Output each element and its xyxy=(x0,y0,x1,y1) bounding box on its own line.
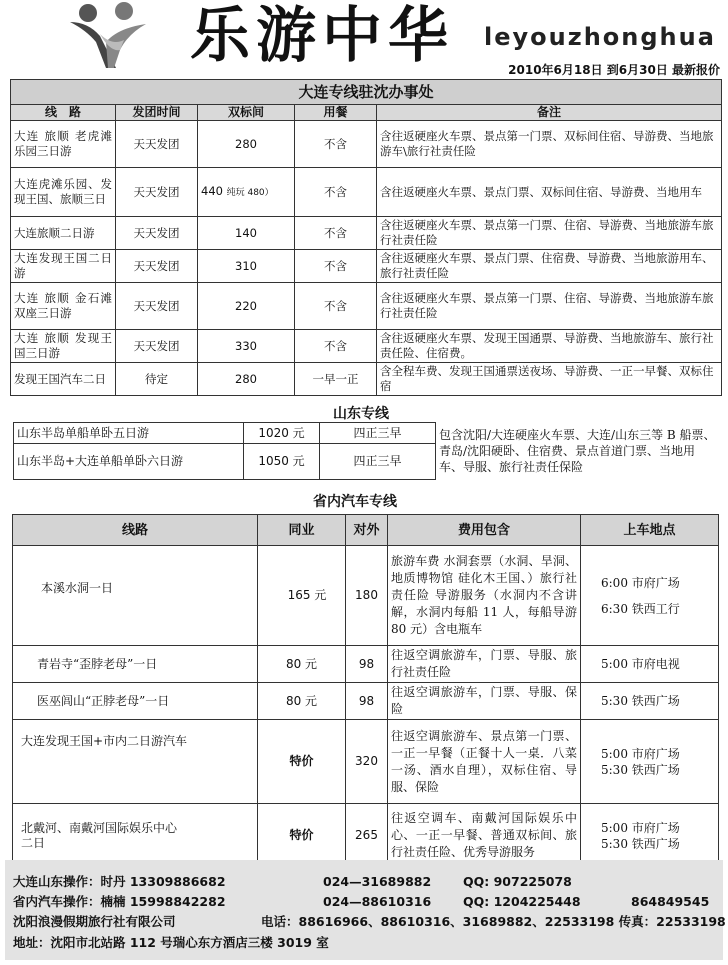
dalian-title: 大连专线驻沈办事处 xyxy=(11,80,722,105)
schedule-cell: 天天发团 xyxy=(116,330,198,363)
table-row xyxy=(13,804,719,868)
pickup-line: 5:30 铁西广场 xyxy=(601,694,680,708)
fee-cell: 旅游车费 水洞套票（水洞、旱洞、地质博物馆 硅化木王国、）旅行社责任险 导游服务（水洞内不含讲解，水洞内每船 11 人，每船导游 80 元）含电瓶车 xyxy=(388,546,581,646)
fee-cell: 往返空调车、南戴河国际娱乐中心、一正一早餐、普通双标间、旅行社责任险、优秀导游服务 xyxy=(388,804,581,868)
col-header-schedule: 发团时间 xyxy=(116,105,198,121)
route-cell: 大连旅顺二日游 xyxy=(11,217,116,250)
company-name: 沈阳浪漫假期旅行社有限公司 xyxy=(13,914,176,929)
meal-cell: 不含 xyxy=(295,168,377,217)
table-row xyxy=(11,168,722,217)
col-header-price: 双标间 xyxy=(198,105,295,121)
price-cell: 1050 元 xyxy=(244,444,320,480)
route-cell: 青岩寺“歪脖老母”一日 xyxy=(13,646,258,683)
footer-row-company xyxy=(13,912,726,932)
price-cell: 1020 元 xyxy=(244,423,320,444)
table-row xyxy=(13,720,719,804)
retail-price-cell: 98 xyxy=(346,646,388,683)
retail-price-cell: 265 xyxy=(346,804,388,868)
pickup-cell xyxy=(581,683,719,720)
company-phones: 电话：88616966、88610316、31689882、22533198 传真：22533198 xyxy=(261,914,726,929)
meal-cell: 不含 xyxy=(295,330,377,363)
meal-cell: 不含 xyxy=(295,121,377,168)
pickup-line: 6:30 铁西工行 xyxy=(601,601,680,616)
footer-row-dalian-shandong xyxy=(13,872,713,892)
table-row xyxy=(14,423,720,444)
retail-price-cell: 320 xyxy=(346,720,388,804)
trade-price-cell: 特价 xyxy=(258,720,346,804)
table-row xyxy=(13,646,719,683)
pickup-line: 5:00 市府电视 xyxy=(601,657,680,671)
fee-cell: 往返空调旅游车，门票、导服、旅行社责任险 xyxy=(388,646,581,683)
province-title: 省内汽车专线 xyxy=(313,494,397,510)
pickup-line: 5:30 铁西广场 xyxy=(601,836,680,851)
schedule-cell: 天天发团 xyxy=(116,283,198,330)
price-cell xyxy=(198,168,295,217)
shandong-table xyxy=(13,422,719,480)
meal-cell: 四正三早 xyxy=(320,444,436,480)
price-date-line: 2010年6月18日 到6月30日 最新报价 xyxy=(508,63,720,77)
remark-cell: 含往返硬座火车票、景点第一门票、双标间住宿、导游费、当地旅游车\旅行社责任险 xyxy=(377,121,722,168)
phone-province: 024—88610316 xyxy=(323,894,432,909)
qq-province-2: 864849545 xyxy=(631,894,710,909)
fee-cell: 往返空调旅游车、景点第一门票、一正一早餐（正餐十人一桌．八菜一汤、酒水自理），双标住宿、导服、保险 xyxy=(388,720,581,804)
remark-cell: 含全程车费、发现王国通票送夜场、导游费、一正一早餐、双标住宿 xyxy=(377,363,722,396)
qq-dalian-shandong: QQ: 907225078 xyxy=(463,874,572,889)
pickup-line: 5:30 铁西广场 xyxy=(601,762,680,777)
operator-dalian-shandong: 大连山东操作：时丹 13309886682 xyxy=(13,874,226,889)
table-row xyxy=(11,250,722,283)
route-cell: 大连 旅顺 金石滩双座三日游 xyxy=(11,283,116,330)
schedule-cell: 待定 xyxy=(116,363,198,396)
page-header xyxy=(0,0,728,80)
price-cell: 220 xyxy=(198,283,295,330)
remark-cell: 含往返硬座火车票、发现王国通票、导游费、当地旅游车、旅行社责任险、住宿费。 xyxy=(377,330,722,363)
pickup-cell xyxy=(581,546,719,646)
meal-cell: 一早一正 xyxy=(295,363,377,396)
schedule-cell: 天天发团 xyxy=(116,121,198,168)
price-note: 纯玩 480） xyxy=(226,187,274,198)
col-header-route: 线 路 xyxy=(11,105,116,121)
table-row xyxy=(13,546,719,646)
pickup-line: 5:00 市府广场 xyxy=(601,820,680,835)
phone-dalian-shandong: 024—31689882 xyxy=(323,874,432,889)
schedule-cell: 天天发团 xyxy=(116,250,198,283)
route-cell: 山东半岛单船单卧五日游 xyxy=(14,423,244,444)
table-row xyxy=(11,330,722,363)
pickup-cell xyxy=(581,646,719,683)
trade-price-cell: 80 元 xyxy=(258,646,346,683)
col-header-retail-price: 对外 xyxy=(346,515,388,546)
col-header-meal: 用餐 xyxy=(295,105,377,121)
table-row xyxy=(11,121,722,168)
remark-cell: 含往返硬座火车票、景点门票、双标间住宿、导游费、当地用车 xyxy=(377,168,722,217)
route-cell: 大连 旅顺 老虎滩乐园三日游 xyxy=(11,121,116,168)
retail-price-cell: 98 xyxy=(346,683,388,720)
contact-footer xyxy=(5,860,726,960)
price-cell: 330 xyxy=(198,330,295,363)
remark-cell: 含往返硬座火车票、景点第一门票、住宿、导游费、当地旅游车旅行社责任险 xyxy=(377,217,722,250)
col-header-route: 线路 xyxy=(13,515,258,546)
operator-province: 省内汽车操作：楠楠 15998842282 xyxy=(13,894,226,909)
route-cell: 大连发现王国二日游 xyxy=(11,250,116,283)
brand-name-chinese: 乐游中华 xyxy=(190,1,454,71)
pickup-cell xyxy=(581,804,719,868)
price-cell: 280 xyxy=(198,363,295,396)
schedule-cell: 天天发团 xyxy=(116,217,198,250)
price-value: 440 xyxy=(201,183,223,198)
pickup-line: 5:00 市府广场 xyxy=(601,746,680,761)
remark-cell: 含往返硬座火车票、景点门票、住宿费、导游费、当地旅游用车、旅行社责任险 xyxy=(377,250,722,283)
col-header-trade-price: 同业 xyxy=(258,515,346,546)
logo-icon xyxy=(66,2,162,72)
meal-cell: 四正三早 xyxy=(320,423,436,444)
price-cell: 140 xyxy=(198,217,295,250)
col-header-pickup: 上车地点 xyxy=(581,515,719,546)
table-row xyxy=(13,683,719,720)
col-header-fee: 费用包含 xyxy=(388,515,581,546)
shandong-title: 山东专线 xyxy=(333,406,389,422)
province-table xyxy=(12,514,719,868)
shandong-note: 包含沈阳/大连硬座火车票、大连/山东三等 B 船票、青岛/沈阳硬卧、住宿费、景点首道门票、当地用车、导服、旅行社责任保险 xyxy=(439,428,716,474)
company-address: 地址：沈阳市北站路 112 号瑞心东方酒店三楼 3019 室 xyxy=(13,935,329,950)
retail-price-cell: 180 xyxy=(346,546,388,646)
route-cell: 发现王国汽车二日 xyxy=(11,363,116,396)
remark-cell: 含往返硬座火车票、景点第一门票、住宿、导游费、当地旅游车旅行社责任险 xyxy=(377,283,722,330)
dalian-table xyxy=(10,79,722,396)
route-cell: 医巫闾山“正脖老母”一日 xyxy=(13,683,258,720)
route-cell: 大连虎滩乐园、发现王国、旅顺三日 xyxy=(11,168,116,217)
meal-cell: 不含 xyxy=(295,250,377,283)
route-cell: 山东半岛+大连单船单卧六日游 xyxy=(14,444,244,480)
footer-row-province xyxy=(13,892,713,912)
schedule-cell: 天天发团 xyxy=(116,168,198,217)
route-cell: 北戴河、南戴河国际娱乐中心二日 xyxy=(13,804,258,868)
pickup-cell xyxy=(581,720,719,804)
route-cell: 大连发现王国+市内二日游汽车 xyxy=(13,720,258,804)
brand-name-pinyin: leyouzhonghua xyxy=(484,23,716,51)
trade-price-cell: 80 元 xyxy=(258,683,346,720)
price-cell: 310 xyxy=(198,250,295,283)
table-row xyxy=(11,217,722,250)
pickup-line: 6:00 市府广场 xyxy=(601,575,680,590)
route-cell: 本溪水洞一日 xyxy=(13,546,258,646)
fee-cell: 往返空调旅游车，门票、导服、保险 xyxy=(388,683,581,720)
price-cell: 280 xyxy=(198,121,295,168)
meal-cell: 不含 xyxy=(295,283,377,330)
table-row xyxy=(11,283,722,330)
meal-cell: 不含 xyxy=(295,217,377,250)
qq-province: QQ: 1204225448 xyxy=(463,894,581,909)
route-cell: 大连 旅顺 发现王国三日游 xyxy=(11,330,116,363)
col-header-remark: 备注 xyxy=(377,105,722,121)
trade-price-cell: 165 元 xyxy=(258,546,346,646)
table-row xyxy=(11,363,722,396)
footer-row-address xyxy=(13,933,713,953)
trade-price-cell: 特价 xyxy=(258,804,346,868)
